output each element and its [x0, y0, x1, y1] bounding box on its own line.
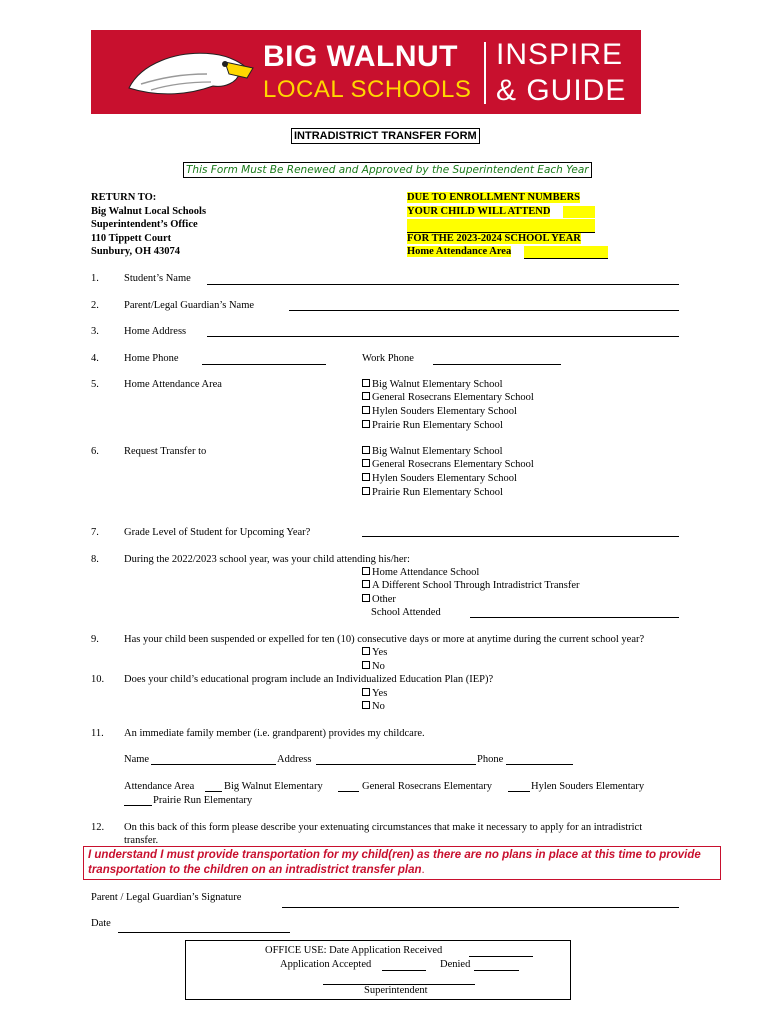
return-line: Sunbury, OH 43074 — [91, 246, 180, 257]
area-option-blank[interactable] — [508, 791, 530, 792]
office-accepted-field[interactable] — [382, 970, 426, 971]
guardian-name-field[interactable] — [289, 310, 679, 311]
eagle-logo-icon — [121, 44, 261, 104]
item-number: 9. — [91, 634, 99, 645]
home-phone-label: Home Phone — [124, 353, 179, 364]
checkbox-option[interactable]: Big Walnut Elementary School — [362, 446, 502, 457]
checkbox-icon — [362, 406, 370, 414]
checkbox-icon — [362, 420, 370, 428]
return-line: Big Walnut Local Schools — [91, 206, 207, 217]
area-option-blank[interactable] — [205, 791, 222, 792]
home-address-label: Home Address — [124, 326, 187, 337]
signature-field[interactable] — [282, 907, 679, 908]
suspension-question: Has your child been suspended or expelled for ten (10) consecutive days or more at anytime during the current school year? — [124, 634, 645, 645]
school-attended-field[interactable] — [470, 617, 679, 618]
return-line: Superintendent’s Office — [91, 219, 198, 230]
transportation-notice: I understand I must provide transportation for my child(ren) as there are no plans in place at this time to provide transportation to the children on an intradistrict transfer plan. — [83, 846, 721, 880]
item-number: 7. — [91, 527, 99, 538]
checkbox-icon — [362, 446, 370, 454]
work-phone-label: Work Phone — [362, 353, 414, 364]
checkbox-icon — [362, 459, 370, 467]
prior-school-label: During the 2022/2023 school year, was your child attending his/her: — [124, 554, 410, 565]
office-accepted-label: Application Accepted — [280, 959, 372, 970]
checkbox-option[interactable]: General Rosecrans Elementary School — [362, 392, 534, 403]
area-option-label: Hylen Souders Elementary — [531, 781, 645, 792]
checkbox-icon — [362, 580, 370, 588]
childcare-question: An immediate family member (i.e. grandparent) provides my childcare. — [124, 728, 425, 739]
checkbox-icon — [362, 647, 370, 655]
item-number: 5. — [91, 379, 99, 390]
checkbox-option[interactable]: No — [362, 701, 385, 712]
date-field[interactable] — [118, 932, 290, 933]
grade-level-label: Grade Level of Student for Upcoming Year? — [124, 527, 311, 538]
item-number: 6. — [91, 446, 99, 457]
checkbox-icon — [362, 701, 370, 709]
return-to-label: RETURN TO: — [91, 192, 157, 203]
item-number: 1. — [91, 273, 99, 284]
form-title: INTRADISTRICT TRANSFER FORM — [291, 128, 480, 144]
checkbox-option[interactable]: Hylen Souders Elementary School — [362, 473, 517, 484]
banner-divider — [484, 42, 486, 104]
childcare-address-field[interactable] — [316, 764, 476, 765]
checkbox-option[interactable]: Hylen Souders Elementary School — [362, 406, 517, 417]
home-phone-field[interactable] — [202, 364, 326, 365]
office-date-received-field[interactable] — [469, 956, 533, 957]
item-number: 10. — [91, 674, 105, 685]
date-label: Date — [91, 918, 111, 929]
checkbox-icon — [362, 379, 370, 387]
childcare-phone-label: Phone — [477, 754, 504, 765]
item-number: 12. — [91, 822, 105, 833]
checkbox-option[interactable]: A Different School Through Intradistrict Transfer — [362, 580, 580, 591]
childcare-phone-field[interactable] — [506, 764, 573, 765]
checkbox-option[interactable]: No — [362, 661, 385, 672]
enrollment-line3: FOR THE 2023-2024 SCHOOL YEAR — [407, 233, 581, 244]
office-use-box — [185, 940, 571, 1000]
request-transfer-label: Request Transfer to — [124, 446, 207, 457]
checkbox-option[interactable]: General Rosecrans Elementary School — [362, 459, 534, 470]
checkbox-icon — [362, 661, 370, 669]
checkbox-icon — [362, 473, 370, 481]
enrollment-line4: Home Attendance Area — [407, 246, 512, 257]
area-option-blank[interactable] — [338, 791, 359, 792]
childcare-name-field[interactable] — [151, 764, 276, 765]
item-number: 8. — [91, 554, 99, 565]
childcare-name-label: Name — [124, 754, 150, 765]
checkbox-icon — [362, 567, 370, 575]
item-number: 3. — [91, 326, 99, 337]
form-subtitle: This Form Must Be Renewed and Approved by the Superintendent Each Year — [183, 162, 592, 178]
signature-label: Parent / Legal Guardian’s Signature — [91, 892, 242, 903]
checkbox-icon — [362, 688, 370, 696]
checkbox-option[interactable]: Yes — [362, 647, 387, 658]
home-address-field[interactable] — [207, 336, 679, 337]
office-denied-field[interactable] — [474, 970, 519, 971]
circumstances-text: transfer. — [124, 835, 159, 846]
return-line: 110 Tippett Court — [91, 233, 172, 244]
logo-line2: LOCAL SCHOOLS — [263, 76, 472, 103]
childcare-address-label: Address — [277, 754, 312, 765]
checkbox-icon — [362, 487, 370, 495]
item-number: 2. — [91, 300, 99, 311]
slogan-line1: INSPIRE — [496, 38, 624, 71]
grade-level-field[interactable] — [362, 536, 679, 537]
header-banner — [91, 30, 641, 114]
checkbox-option[interactable]: Prairie Run Elementary School — [362, 420, 503, 431]
superintendent-label: Superintendent — [364, 985, 428, 996]
office-denied-label: Denied — [440, 959, 471, 970]
area-option-label: Big Walnut Elementary — [224, 781, 323, 792]
work-phone-field[interactable] — [433, 364, 561, 365]
enrollment-school-field[interactable] — [407, 219, 595, 233]
area-option-label: General Rosecrans Elementary — [362, 781, 493, 792]
attendance-area-label: Attendance Area — [124, 781, 195, 792]
enrollment-line1: DUE TO ENROLLMENT NUMBERS — [407, 192, 580, 203]
student-name-field[interactable] — [207, 284, 679, 285]
area-option-blank[interactable] — [124, 805, 152, 806]
checkbox-option[interactable]: Big Walnut Elementary School — [362, 379, 502, 390]
home-attendance-area-field[interactable] — [524, 246, 608, 259]
checkbox-option[interactable]: Other — [362, 594, 396, 605]
circumstances-text: On this back of this form please describe your extenuating circumstances that make it necessary to apply for an intradistrict — [124, 822, 643, 833]
checkbox-option[interactable]: Home Attendance School — [362, 567, 479, 578]
checkbox-icon — [362, 594, 370, 602]
checkbox-option[interactable]: Prairie Run Elementary School — [362, 487, 503, 498]
logo-line1: BIG WALNUT — [263, 40, 458, 73]
guardian-name-label: Parent/Legal Guardian’s Name — [124, 300, 255, 311]
slogan-line2: & GUIDE — [496, 74, 627, 107]
iep-question: Does your child’s educational program include an Individualized Education Plan (IEP)? — [124, 674, 494, 685]
item-number: 4. — [91, 353, 99, 364]
school-attended-label: School Attended — [371, 607, 441, 618]
checkbox-icon — [362, 392, 370, 400]
home-attendance-label: Home Attendance Area — [124, 379, 222, 390]
enrollment-line2: YOUR CHILD WILL ATTEND — [407, 206, 551, 217]
student-name-label: Student’s Name — [124, 273, 191, 284]
area-option-label: Prairie Run Elementary — [153, 795, 253, 806]
item-number: 11. — [91, 728, 104, 739]
checkbox-option[interactable]: Yes — [362, 688, 387, 699]
office-date-received-label: OFFICE USE: Date Application Received — [265, 945, 443, 956]
